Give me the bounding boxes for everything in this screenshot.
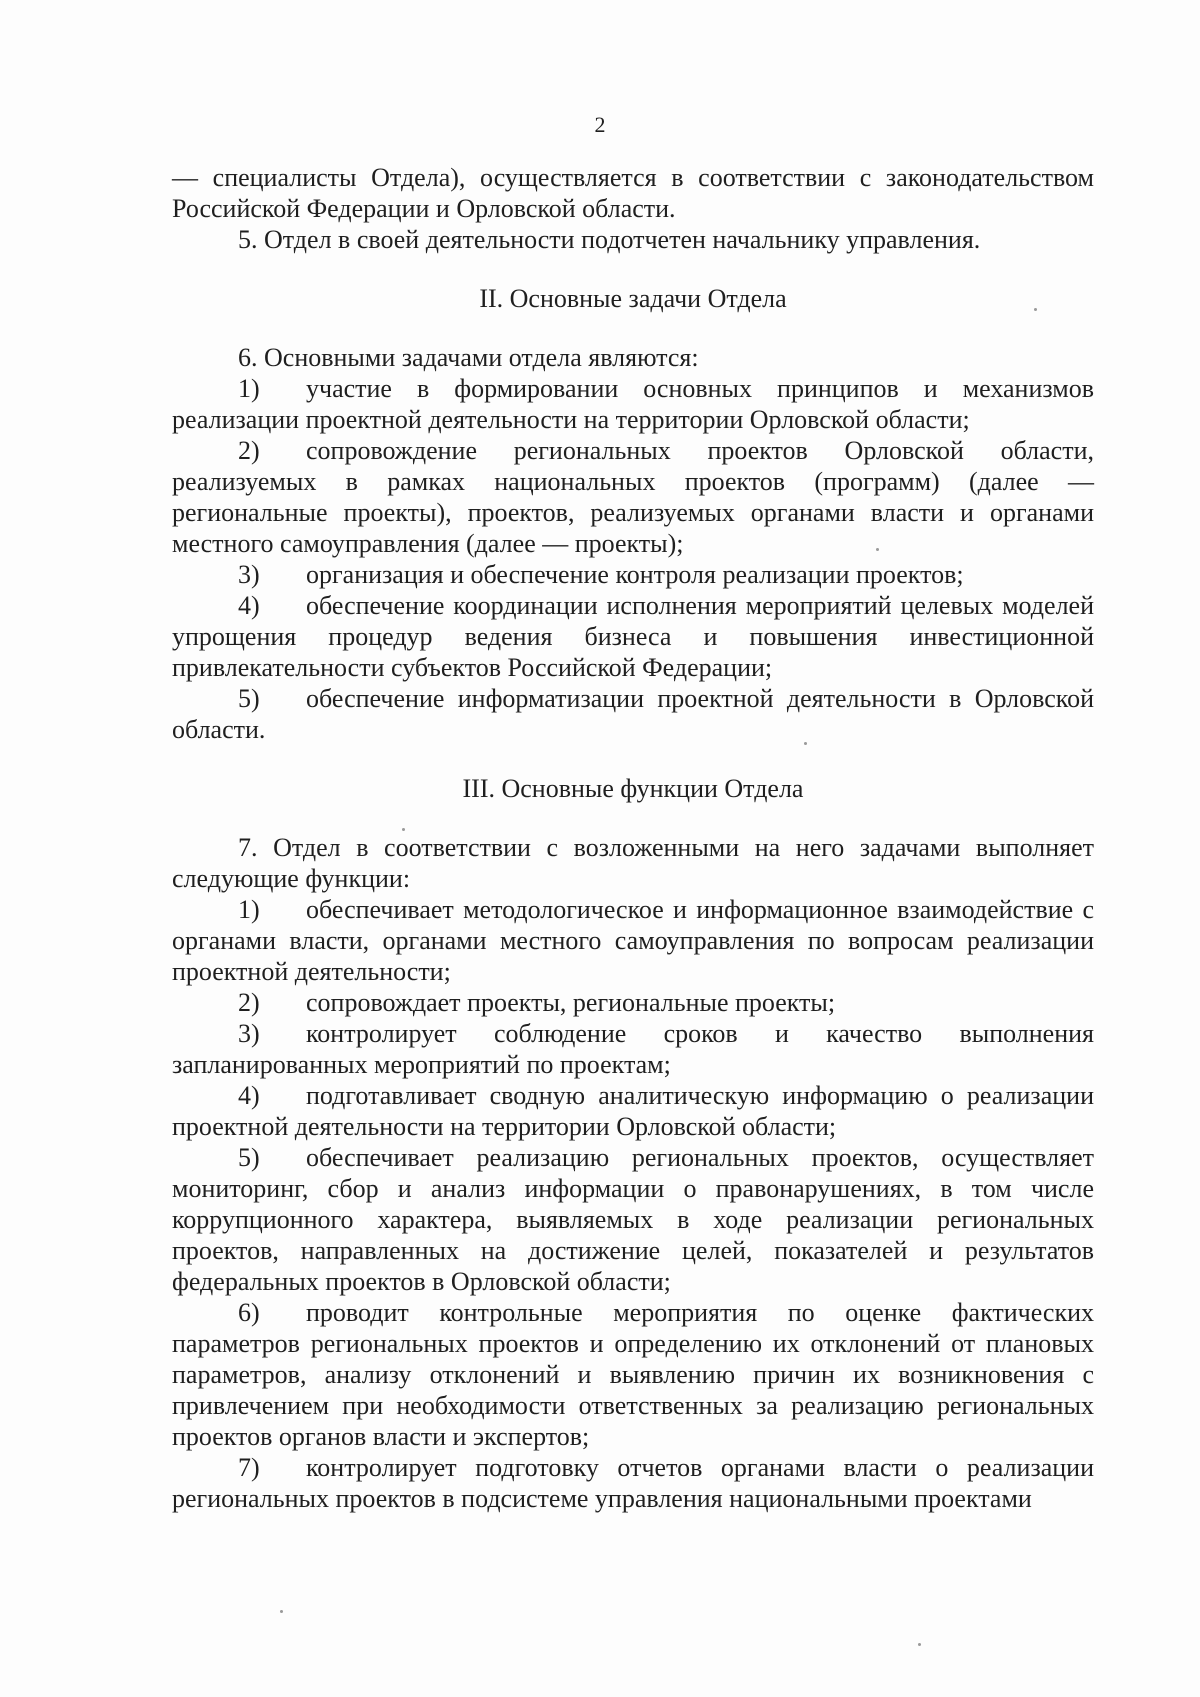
page-number: 2 [594, 112, 606, 137]
list-item [172, 1297, 1094, 1452]
list-item-text: обеспечение информатизации проектной деятельности в Орловской области. [172, 684, 1094, 744]
list-item-text: сопровождает проекты, региональные проекты; [306, 988, 836, 1017]
list-item [172, 1080, 1094, 1142]
scan-speck [280, 1610, 283, 1613]
list-item-number: 1) [238, 374, 260, 403]
list-item-number: 5) [238, 1143, 260, 1172]
list-item-text: контролирует подготовку отчетов органами власти о реализации региональных проектов в подсистеме управления национальными проектами [172, 1453, 1094, 1513]
list-item-text: контролирует соблюдение сроков и качество выполнения запланированных мероприятий по проектам; [172, 1019, 1094, 1079]
list-item-number: 7) [238, 1453, 260, 1482]
list-item-number: 2) [238, 436, 260, 465]
list-item-number: 6) [238, 1298, 260, 1327]
list-item [172, 987, 1094, 1018]
list-item-text: обеспечивает реализацию региональных проектов, осуществляет мониторинг, сбор и анализ информации о правонарушениях, в том числе коррупционного характера, выявляемых в ходе реализации региональных проектов, направленных на достижение целей, показателей и результатов федеральных проектов в Орловской области; [172, 1143, 1094, 1296]
list-item-text: подготавливает сводную аналитическую информацию о реализации проектной деятельности на территории Орловской области; [172, 1081, 1094, 1141]
list-item-number: 3) [238, 560, 260, 589]
list-item-number: 4) [238, 591, 260, 620]
paragraph: 5. Отдел в своей деятельности подотчетен начальнику управления. [238, 225, 981, 254]
list-item-text: организация и обеспечение контроля реализации проектов; [306, 560, 964, 589]
scan-speck [804, 742, 807, 745]
scan-speck [402, 828, 405, 831]
list-item [172, 373, 1094, 435]
document-body [172, 162, 1094, 1514]
list-item-number: 2) [238, 988, 260, 1017]
list-item [172, 435, 1094, 559]
paragraph: — специалисты Отдела), осуществляется в соответствии с законодательством Российской Федерации и Орловской области. [172, 163, 1094, 223]
section-heading: II. Основные задачи Отдела [479, 284, 787, 313]
list-item-text: проводит контрольные мероприятия по оценке фактических параметров региональных проектов и определению их отклонений от плановых параметров, анализу отклонений и выявлению причин их возникновения с привлечением при необходимости ответственных за реализацию региональных проектов органов власти и экспертов; [172, 1298, 1094, 1451]
section-heading: III. Основные функции Отдела [462, 774, 804, 803]
scan-speck [876, 548, 879, 551]
list-item [172, 559, 1094, 590]
list-item [172, 590, 1094, 683]
list-item-text: обеспечивает методологическое и информационное взаимодействие с органами власти, органами местного самоуправления по вопросам реализации проектной деятельности; [172, 895, 1094, 986]
list-item-number: 1) [238, 895, 260, 924]
list-item [172, 683, 1094, 745]
scan-speck [1034, 308, 1037, 311]
list-item-number: 5) [238, 684, 260, 713]
list-item [172, 1142, 1094, 1297]
scan-speck [918, 1643, 921, 1646]
list-item-number: 3) [238, 1019, 260, 1048]
list-item [172, 894, 1094, 987]
list-item-text: обеспечение координации исполнения мероприятий целевых моделей упрощения процедур ведения бизнеса и повышения инвестиционной привлекательности субъектов Российской Федерации; [172, 591, 1094, 682]
list-item [172, 1018, 1094, 1080]
list-item [172, 1452, 1094, 1514]
section-lead: 6. Основными задачами отдела являются: [238, 343, 699, 372]
list-item-text: сопровождение региональных проектов Орловской области, реализуемых в рамках национальных проектов (программ) (далее — региональные проекты), проектов, реализуемых органами власти и органами местного самоуправления (далее — проекты); [172, 436, 1094, 558]
list-item-number: 4) [238, 1081, 260, 1110]
list-item-text: участие в формировании основных принципов и механизмов реализации проектной деятельности на территории Орловской области; [172, 374, 1094, 434]
section-lead: 7. Отдел в соответствии с возложенными на него задачами выполняет следующие функции: [172, 833, 1094, 893]
